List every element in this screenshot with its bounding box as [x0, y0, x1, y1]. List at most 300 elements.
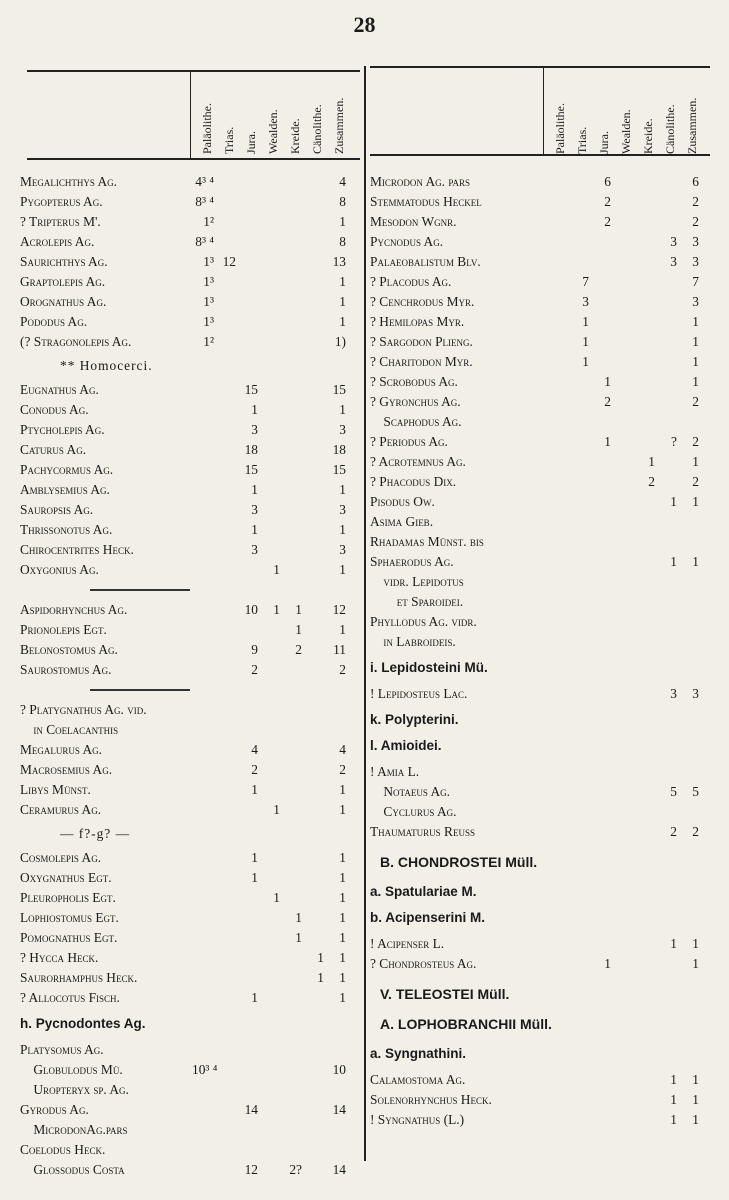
occurrence-count: 1: [692, 1092, 699, 1107]
header-rule-right: [370, 154, 710, 156]
taxon-name: ? Hemilopas Myr.: [370, 314, 465, 329]
column-header: Jura.: [597, 131, 611, 154]
occurrence-count: 1: [339, 622, 346, 637]
occurrence-count: 1: [582, 334, 589, 349]
occurrence-count: 2: [692, 824, 699, 839]
column-header: Wealden.: [619, 109, 633, 154]
occurrence-count: 1: [670, 1112, 677, 1127]
occurrence-count: 14: [244, 1102, 258, 1117]
occurrence-count: 1: [692, 374, 699, 389]
occurrence-count: 15: [244, 462, 258, 477]
occurrence-count: 2: [604, 214, 611, 229]
taxon-name: ? Allocotus Fisch.: [20, 990, 120, 1005]
taxon-row: [370, 252, 715, 272]
taxon-row: [20, 968, 360, 988]
occurrence-count: 1: [273, 890, 280, 905]
taxon-name: Eugnathus Ag.: [20, 382, 99, 397]
taxon-row: [20, 908, 360, 928]
taxon-name: Rhadamas Münst. bis: [370, 534, 484, 549]
taxon-name: Pachycormus Ag.: [20, 462, 114, 477]
occurrence-count: 1: [339, 950, 346, 965]
taxon-row: [20, 868, 360, 888]
taxon-name: Pleuropholis Egt.: [20, 890, 116, 905]
taxon-name: Solenorhynchus Heck.: [370, 1092, 492, 1107]
taxon-row: [20, 720, 360, 740]
occurrence-count: 2: [251, 662, 258, 677]
occurrence-count: 3: [251, 502, 258, 517]
taxon-row: [20, 888, 360, 908]
occurrence-count: 6: [604, 174, 611, 189]
taxon-name: Glossodus Costa: [20, 1162, 125, 1177]
taxon-row: [20, 1160, 360, 1180]
occurrence-count: 1: [273, 562, 280, 577]
family-heading: a. Spatulariae M.: [370, 884, 477, 899]
taxon-name: ? Periodus Ag.: [370, 434, 448, 449]
occurrence-count: 4: [339, 174, 346, 189]
taxon-row: [370, 292, 715, 312]
taxon-row: [20, 500, 360, 520]
taxon-row: [370, 762, 715, 782]
class-heading: A. LOPHOBRANCHII Müll.: [380, 1016, 552, 1032]
occurrence-count: 4: [251, 742, 258, 757]
taxon-row: [370, 332, 715, 352]
occurrence-count: 10: [332, 1062, 346, 1077]
occurrence-count: 1: [251, 870, 258, 885]
left-column: [20, 172, 360, 1180]
column-header: Paläolithe.: [200, 103, 214, 154]
taxon-row: [20, 1080, 360, 1100]
taxon-row: [20, 440, 360, 460]
taxon-name: ? Tripterus M'.: [20, 214, 101, 229]
taxon-row: [20, 700, 360, 720]
occurrence-count: 1: [670, 1092, 677, 1107]
occurrence-count: 15: [332, 462, 346, 477]
occurrence-count: 1: [582, 314, 589, 329]
occurrence-count: 1: [339, 850, 346, 865]
occurrence-count: 6: [692, 174, 699, 189]
taxon-name: ? Acrotemnus Ag.: [370, 454, 466, 469]
taxon-name: Lophiostomus Egt.: [20, 910, 119, 925]
occurrence-count: 1: [339, 802, 346, 817]
occurrence-count: 3: [692, 686, 699, 701]
occurrence-count: 1: [692, 494, 699, 509]
group-heading: — f?-g? —: [60, 826, 130, 841]
occurrence-count: 15: [332, 382, 346, 397]
occurrence-count: 18: [244, 442, 258, 457]
taxon-row: [20, 600, 360, 620]
taxon-name: vidr. Lepidotus: [370, 574, 464, 589]
occurrence-count: 11: [333, 642, 346, 657]
taxon-name: Coelodus Heck.: [20, 1142, 106, 1157]
occurrence-count: 5: [670, 784, 677, 799]
occurrence-count: 1: [295, 910, 302, 925]
taxon-name: ? Hycca Heck.: [20, 950, 99, 965]
occurrence-count: 1: [670, 554, 677, 569]
taxon-row: [20, 232, 360, 252]
taxon-row: [20, 252, 360, 272]
occurrence-count: 8³ ⁴: [195, 194, 214, 209]
occurrence-count: 1: [339, 782, 346, 797]
taxon-row: [20, 848, 360, 868]
taxon-row: [370, 1070, 715, 1090]
taxon-name: Chirocentrites Heck.: [20, 542, 134, 557]
taxon-row: [370, 1110, 715, 1130]
taxon-row: [20, 640, 360, 660]
taxon-name: Oxygonius Ag.: [20, 562, 99, 577]
occurrence-count: 1: [273, 602, 280, 617]
taxon-name: Globulodus Mü.: [20, 1062, 123, 1077]
occurrence-count: 14: [332, 1102, 346, 1117]
taxon-row: [370, 512, 715, 532]
occurrence-count: 3: [339, 542, 346, 557]
family-heading: b. Acipenserini M.: [370, 910, 486, 925]
taxon-name: Phyllodus Ag. vidr.: [370, 614, 477, 629]
occurrence-count: 2: [692, 434, 699, 449]
taxon-name: MicrodonAg.pars: [20, 1122, 128, 1137]
taxon-row: [370, 532, 715, 552]
occurrence-count: 1: [317, 970, 324, 985]
taxon-name: Graptolepis Ag.: [20, 274, 106, 289]
class-heading: B. CHONDROSTEI Müll.: [380, 854, 538, 870]
taxon-row: [20, 480, 360, 500]
column-header: Zusammen.: [685, 97, 699, 154]
taxon-row: [370, 172, 715, 192]
occurrence-count: 1: [251, 522, 258, 537]
taxon-row: [20, 380, 360, 400]
taxon-row: [370, 782, 715, 802]
column-header: Cänolithe.: [663, 104, 677, 154]
occurrence-count: 1: [251, 402, 258, 417]
occurrence-count: 2: [604, 194, 611, 209]
occurrence-count: 2: [692, 214, 699, 229]
occurrence-count: 2: [604, 394, 611, 409]
occurrence-count: 1: [339, 890, 346, 905]
occurrence-count: 2: [251, 762, 258, 777]
taxon-row: [370, 934, 715, 954]
taxon-name: Uropteryx sp. Ag.: [20, 1082, 129, 1097]
taxon-name: Ptycholepis Ag.: [20, 422, 105, 437]
occurrence-count: 2: [295, 642, 302, 657]
taxon-name: Aspidorhynchus Ag.: [20, 602, 128, 617]
taxon-row: [370, 392, 715, 412]
occurrence-count: 14: [332, 1162, 346, 1177]
taxon-row: [370, 552, 715, 572]
taxon-name: Cyclurus Ag.: [370, 804, 457, 819]
occurrence-count: 1: [604, 434, 611, 449]
occurrence-count: 1: [339, 402, 346, 417]
taxon-name: Acrolepis Ag.: [20, 234, 95, 249]
occurrence-count: 1: [692, 314, 699, 329]
occurrence-count: 1³: [203, 274, 214, 289]
occurrence-count: 1: [582, 354, 589, 369]
taxon-name: Caturus Ag.: [20, 442, 87, 457]
right-column-headers: [549, 72, 703, 154]
taxon-name: Saurostomus Ag.: [20, 662, 112, 677]
taxon-name: Saurorhamphus Heck.: [20, 970, 138, 985]
section-divider: [90, 589, 190, 591]
taxon-row: [20, 520, 360, 540]
occurrence-count: 1: [295, 930, 302, 945]
taxon-row: [20, 1140, 360, 1160]
taxon-name: Mesodon Wgnr.: [370, 214, 457, 229]
occurrence-count: 18: [332, 442, 346, 457]
taxon-row: [20, 312, 360, 332]
column-divider: [364, 66, 366, 1161]
occurrence-count: 8: [339, 194, 346, 209]
occurrence-count: 2: [648, 474, 655, 489]
occurrence-count: 3: [582, 294, 589, 309]
right-column: [370, 172, 715, 1130]
taxon-name: Belonostomus Ag.: [20, 642, 118, 657]
taxon-name: Asima Gieb.: [370, 514, 434, 529]
taxon-row: [370, 432, 715, 452]
family-heading: a. Syngnathini.: [370, 1046, 467, 1061]
taxon-row: [20, 660, 360, 680]
column-header: Zusammen.: [332, 97, 346, 154]
taxon-name: Gyrodus Ag.: [20, 1102, 89, 1117]
occurrence-count: 3: [339, 422, 346, 437]
taxon-name: Pomognathus Egt.: [20, 930, 118, 945]
taxon-name: ! Amia L.: [370, 764, 420, 779]
taxon-row: [20, 948, 360, 968]
taxon-name: Ceramurus Ag.: [20, 802, 102, 817]
taxon-row: [370, 412, 715, 432]
occurrence-count: 1: [273, 802, 280, 817]
occurrence-count: 3: [251, 422, 258, 437]
occurrence-count: 2: [339, 762, 346, 777]
occurrence-count: 2: [692, 474, 699, 489]
occurrence-count: 1³: [203, 314, 214, 329]
occurrence-count: 1: [339, 990, 346, 1005]
column-header: Cänolithe.: [310, 104, 324, 154]
occurrence-count: 3: [670, 254, 677, 269]
column-header: Trias.: [222, 126, 236, 154]
occurrence-count: 1: [251, 782, 258, 797]
taxon-row: [370, 684, 715, 704]
taxon-name: Sauropsis Ag.: [20, 502, 94, 517]
occurrence-count: 1: [692, 1112, 699, 1127]
occurrence-count: 1: [295, 602, 302, 617]
taxon-row: [370, 612, 715, 632]
taxon-name: ! Acipenser L.: [370, 936, 445, 951]
taxon-row: [370, 572, 715, 592]
top-rule-right: [370, 66, 710, 68]
occurrence-count: 4³ ⁴: [195, 174, 214, 189]
taxon-name: ? Cenchrodus Myr.: [370, 294, 475, 309]
class-heading: V. TELEOSTEI Müll.: [380, 986, 510, 1002]
taxon-name: et Sparoidei.: [370, 594, 464, 609]
taxon-row: [20, 460, 360, 480]
occurrence-count: 1: [295, 622, 302, 637]
column-header: Kreide.: [288, 118, 302, 154]
taxon-row: [370, 212, 715, 232]
column-header: Trias.: [575, 126, 589, 154]
taxon-name: Megalichthys Ag.: [20, 174, 118, 189]
occurrence-count: 4: [339, 742, 346, 757]
taxon-row: [370, 192, 715, 212]
taxon-row: [20, 800, 360, 820]
occurrence-count: 3: [670, 234, 677, 249]
taxon-name: Oxygnathus Egt.: [20, 870, 112, 885]
taxon-name: Cosmolepis Ag.: [20, 850, 102, 865]
taxon-row: [370, 312, 715, 332]
occurrence-count: 10: [244, 602, 258, 617]
occurrence-count: 2?: [289, 1162, 302, 1177]
taxon-name: Thaumaturus Reuss: [370, 824, 475, 839]
occurrence-count: 1: [339, 870, 346, 885]
taxon-name: Amblysemius Ag.: [20, 482, 110, 497]
occurrence-count: 15: [244, 382, 258, 397]
taxon-row: [20, 560, 360, 580]
occurrence-count: 1: [339, 214, 346, 229]
occurrence-count: 1): [334, 334, 346, 349]
taxon-row: [20, 988, 360, 1008]
taxon-row: [20, 1060, 360, 1080]
header-rule-left: [27, 158, 360, 160]
taxon-name: Megalurus Ag.: [20, 742, 103, 757]
occurrence-count: 10³ ⁴: [192, 1062, 218, 1077]
occurrence-count: 1: [251, 990, 258, 1005]
page-number: 28: [353, 12, 376, 37]
taxon-name: ? Placodus Ag.: [370, 274, 452, 289]
taxon-name: in Labroideis.: [370, 634, 456, 649]
occurrence-count: 1: [339, 274, 346, 289]
occurrence-count: 1: [339, 930, 346, 945]
occurrence-count: 1: [339, 294, 346, 309]
taxon-name: ! Syngnathus (L.): [370, 1112, 465, 1127]
left-column-headers: [196, 72, 350, 154]
occurrence-count: 1: [339, 910, 346, 925]
taxon-row: [20, 620, 360, 640]
taxon-name: (? Stragonolepis Ag.: [20, 334, 132, 349]
taxon-name: Sphaerodus Ag.: [370, 554, 454, 569]
taxon-name: Pycnodus Ag.: [370, 234, 444, 249]
left-values-divider: [190, 70, 191, 158]
family-heading: k. Polypterini.: [370, 712, 459, 727]
taxon-name: Orognathus Ag.: [20, 294, 107, 309]
taxon-name: Stemmatodus Heckel: [370, 194, 482, 209]
occurrence-count: 1²: [203, 334, 214, 349]
occurrence-count: 2: [692, 394, 699, 409]
taxon-row: [370, 822, 715, 842]
column-header: Paläolithe.: [553, 103, 567, 154]
occurrence-count: 2: [692, 194, 699, 209]
taxon-name: Scaphodus Ag.: [370, 414, 462, 429]
occurrence-count: ?: [671, 434, 677, 449]
occurrence-count: 2: [670, 824, 677, 839]
taxon-row: [20, 292, 360, 312]
occurrence-count: 1: [339, 970, 346, 985]
occurrence-count: 1: [670, 494, 677, 509]
occurrence-count: 7: [692, 274, 699, 289]
taxon-row: [20, 928, 360, 948]
occurrence-count: 1: [339, 562, 346, 577]
taxon-name: ? Scrobodus Ag.: [370, 374, 458, 389]
taxon-row: [370, 352, 715, 372]
occurrence-count: 1: [692, 454, 699, 469]
column-header: Jura.: [244, 131, 258, 154]
family-heading: l. Amioidei.: [370, 738, 442, 753]
taxon-name: ? Gyronchus Ag.: [370, 394, 461, 409]
taxon-row: [370, 632, 715, 652]
taxon-name: Saurichthys Ag.: [20, 254, 108, 269]
occurrence-count: 3: [692, 234, 699, 249]
occurrence-count: 1: [339, 522, 346, 537]
occurrence-count: 9: [251, 642, 258, 657]
occurrence-count: 1: [251, 850, 258, 865]
taxon-row: [20, 540, 360, 560]
taxon-name: Pododus Ag.: [20, 314, 88, 329]
taxon-name: ? Charitodon Myr.: [370, 354, 473, 369]
taxon-row: [20, 192, 360, 212]
right-values-divider: [543, 66, 544, 154]
taxon-row: [370, 372, 715, 392]
taxon-name: Palaeobalistum Blv.: [370, 254, 481, 269]
taxon-row: [370, 472, 715, 492]
taxon-row: [20, 172, 360, 192]
taxon-name: Notaeus Ag.: [370, 784, 450, 799]
taxon-row: [370, 802, 715, 822]
occurrence-count: 1: [670, 936, 677, 951]
occurrence-count: 1: [648, 454, 655, 469]
taxon-name: ! Lepidosteus Lac.: [370, 686, 468, 701]
occurrence-count: 1: [317, 950, 324, 965]
group-heading: ** Homocerci.: [60, 358, 153, 373]
taxon-name: Conodus Ag.: [20, 402, 89, 417]
taxon-row: [370, 272, 715, 292]
occurrence-count: 13: [332, 254, 346, 269]
taxon-name: Libys Münst.: [20, 782, 91, 797]
taxon-row: [370, 954, 715, 974]
occurrence-count: 3: [692, 254, 699, 269]
taxon-row: [370, 232, 715, 252]
taxon-name: ? Platygnathus Ag. vid.: [20, 702, 147, 717]
occurrence-count: 2: [339, 662, 346, 677]
occurrence-count: 1: [692, 956, 699, 971]
taxon-row: [20, 212, 360, 232]
column-header: Kreide.: [641, 118, 655, 154]
taxon-name: Thrissonotus Ag.: [20, 522, 113, 537]
occurrence-count: 3: [251, 542, 258, 557]
occurrence-count: 1: [604, 374, 611, 389]
occurrence-count: 1: [604, 956, 611, 971]
occurrence-count: 12: [332, 602, 346, 617]
occurrence-count: 1: [692, 554, 699, 569]
taxon-row: [20, 1100, 360, 1120]
taxon-row: [370, 592, 715, 612]
occurrence-count: 1: [692, 936, 699, 951]
taxon-row: [20, 400, 360, 420]
taxon-row: [370, 452, 715, 472]
occurrence-count: 3: [339, 502, 346, 517]
occurrence-count: 8: [339, 234, 346, 249]
taxon-name: ? Sargodon Plieng.: [370, 334, 473, 349]
family-heading: h. Pycnodontes Ag.: [20, 1016, 146, 1031]
occurrence-count: 1: [339, 314, 346, 329]
occurrence-count: 12: [244, 1162, 258, 1177]
taxon-row: [20, 332, 360, 352]
taxon-name: Pisodus Ow.: [370, 494, 435, 509]
taxon-name: Platysomus Ag.: [20, 1042, 104, 1057]
taxon-row: [370, 492, 715, 512]
taxon-name: in Coelacanthis: [20, 722, 119, 737]
occurrence-count: 12: [222, 254, 236, 269]
occurrence-count: 1³: [203, 254, 214, 269]
occurrence-count: 7: [582, 274, 589, 289]
occurrence-count: 1³: [203, 294, 214, 309]
taxon-name: Calamostoma Ag.: [370, 1072, 466, 1087]
occurrence-count: 1: [251, 482, 258, 497]
